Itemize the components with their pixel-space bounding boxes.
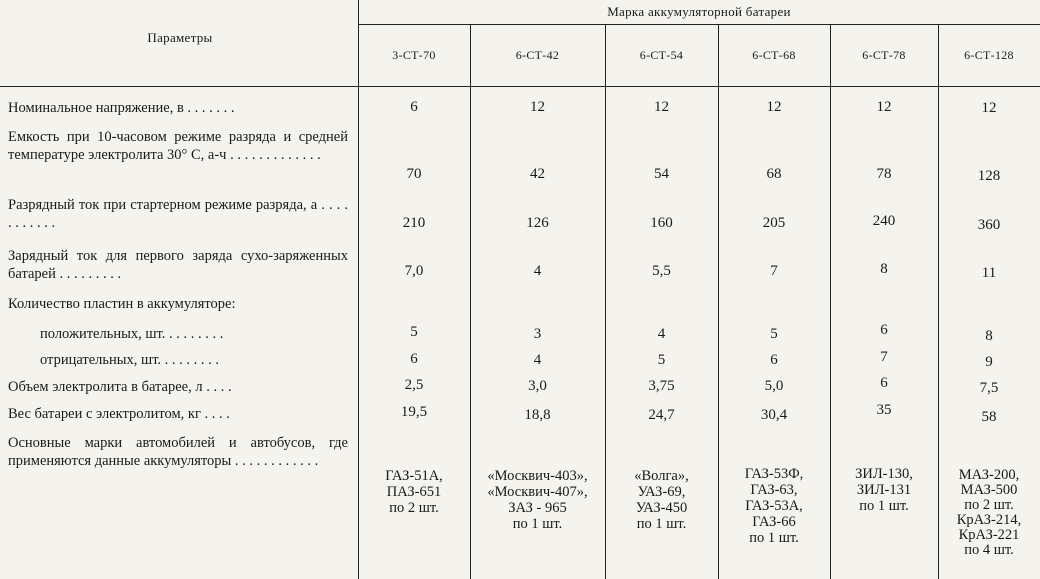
params-header: Параметры: [147, 30, 213, 45]
cell-value: 2,5: [404, 377, 424, 393]
row-label-positive: положительных, шт. . . . . . . . .: [40, 326, 224, 342]
cell-vehicles: МАЗ-200, МАЗ-500 по 2 шт. КрАЗ-214, КрАЗ-221 по 4 шт.: [956, 467, 1022, 558]
cell-value: 5,5: [652, 263, 671, 279]
cell-value: 6: [880, 375, 888, 391]
column-header: 3-СТ-70: [392, 48, 436, 62]
cell-value: 5: [410, 324, 418, 340]
cell-value: 12: [876, 99, 892, 115]
cell-value: 3,75: [648, 378, 675, 394]
cell-value: 8: [880, 261, 888, 277]
cell-vehicles: «Волга», УАЗ-69, УАЗ-450 по 1 шт.: [634, 468, 689, 532]
column-header: 6-СТ-42: [515, 48, 560, 62]
cell-value: 5: [657, 352, 666, 368]
column-header: 6-СТ-54: [639, 48, 684, 62]
cell-value: 210: [402, 215, 426, 231]
row-label-capacity: Емкость при 10-часовом режиме разряда и средней температуре электролита 30° С, а-ч . . . . . . . . . . . . .: [8, 129, 348, 163]
row-label-voltage: Номинальное напряжение, в . . . . . . .: [8, 100, 235, 116]
cell-value: 128: [977, 168, 1001, 184]
row-label-weight: Вес батареи с электролитом, кг . . . .: [8, 406, 230, 422]
cell-value: 360: [977, 217, 1001, 233]
cell-value: 3,0: [528, 378, 547, 394]
column-header: 6-СТ-78: [862, 48, 906, 62]
row-label-charge: Зарядный ток для первого заряда сухо-заряженных батарей . . . . . . . . .: [8, 248, 348, 282]
cell-vehicles: ГАЗ-51А, ПАЗ-651 по 2 шт.: [385, 468, 443, 516]
cell-value: 54: [654, 166, 669, 182]
cell-value: 70: [406, 166, 422, 182]
group-header: Марка аккумуляторной батареи: [607, 4, 791, 19]
row-label-vehicles: Основные марки автомобилей и автобусов, где применяются данные аккумуляторы . . . . . . . . . . . .: [8, 435, 348, 469]
row-label-electrolyte: Объем электролита в батарее, л . . . .: [8, 379, 232, 395]
cell-value: 240: [872, 213, 896, 229]
cell-vehicles: ЗИЛ-130, ЗИЛ-131 по 1 шт.: [855, 466, 913, 514]
cell-value: 18,8: [524, 407, 551, 423]
cell-value: 6: [770, 352, 778, 368]
row-label-discharge: Разрядный ток при стартерном режиме разряда, а . . . . . . . . . . .: [8, 197, 348, 231]
cell-value: 12: [654, 99, 669, 115]
cell-value: 68: [766, 166, 782, 182]
cell-value: 205: [762, 215, 786, 231]
cell-value: 58: [981, 409, 997, 425]
cell-value: 6: [410, 99, 418, 115]
cell-value: 78: [876, 166, 892, 182]
cell-value: 8: [985, 328, 993, 344]
column-header: 6-СТ-68: [752, 48, 796, 62]
cell-value: 12: [981, 100, 997, 116]
row-label-negative: отрицательных, шт. . . . . . . . .: [40, 352, 220, 368]
cell-value: 4: [533, 352, 542, 368]
cell-vehicles: ГАЗ-53Ф, ГАЗ-63, ГАЗ-53А, ГАЗ-66 по 1 шт.: [744, 466, 804, 546]
column-header: 6-СТ-128: [964, 48, 1014, 62]
cell-value: 11: [981, 265, 997, 281]
cell-value: 4: [533, 263, 542, 279]
row-label-plates: Количество пластин в аккумуляторе:: [8, 296, 236, 312]
cell-value: 4: [657, 326, 666, 342]
cell-value: 19,5: [400, 404, 428, 420]
header-bottom-rule: [0, 86, 1040, 87]
cell-value: 7: [770, 263, 778, 279]
cell-value: 12: [530, 99, 545, 115]
cell-value: 7,0: [404, 263, 424, 279]
cell-value: 6: [880, 322, 888, 338]
cell-value: 160: [650, 215, 673, 231]
cell-value: 42: [530, 166, 545, 182]
cell-value: 7,5: [979, 380, 999, 396]
cell-vehicles: «Москвич-403», «Москвич-407», ЗАЗ - 965 по 1 шт.: [487, 468, 588, 532]
cell-value: 24,7: [648, 407, 675, 423]
cell-value: 7: [880, 349, 888, 365]
cell-value: 126: [526, 215, 549, 231]
cell-value: 6: [410, 351, 418, 367]
cell-value: 35: [876, 402, 892, 418]
cell-value: 9: [985, 354, 993, 370]
cell-value: 3: [533, 326, 542, 342]
cell-value: 30,4: [760, 407, 788, 423]
cell-value: 12: [766, 99, 782, 115]
cell-value: 5,0: [764, 378, 784, 394]
cell-value: 5: [770, 326, 778, 342]
